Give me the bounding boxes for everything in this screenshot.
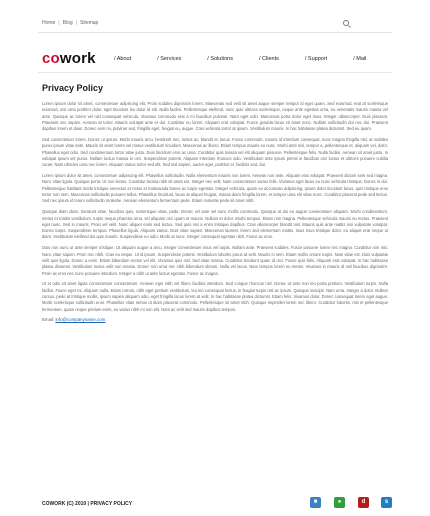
- search-icon[interactable]: [343, 20, 349, 26]
- top-link-sitemap[interactable]: Sitemap: [79, 20, 99, 26]
- nav-support[interactable]: / Support: [304, 56, 328, 62]
- nav-clients[interactable]: / Clients: [258, 56, 279, 62]
- paragraph: Quisque diam diam, tincidunt vitae, faucibus quis, scelerisque vitae, pede. Donec vel ante vel nunc mollis commodo. Quisque at dui eu augue consectetuer aliquam. Morbi condimentum, metus et mattis vestibulum, turpis neque pharetra urna, vel aliquam orci quam et mauris. Nullam et dolor. Morbi tempus. Etiam non magna. Pellentesque vehicula mauris eu metus. Praesent eget nunc. Sed in mauris. Proin vel velit. Nunc aliquet enim sed lectus. Sed quis nisi a enim tristique dapibus. Cras ullamcorper blandit nisl. Mauris quis ante mattis nisi vulputate volutpat. Donec turpis. Suspendisse tempus. Phasellus ligula. Aliquam varius. Duis vitae sapien. Maecenas laoreet, lorem sed elementum mattis, risus risus tristique dolor, eu aliquet erat neque ut diam. Vestibulum eleifend dui quis mauris. Suspendisse eu odio. Morbi at nunc. Integer consequat egestas nibh. Fusce ac eros.: [42, 209, 388, 240]
- header-divider: [38, 72, 392, 73]
- contact-line: [42, 317, 388, 322]
- technorati-icon[interactable]: ●: [334, 497, 345, 508]
- social-icons: [310, 497, 392, 511]
- nav-solutions[interactable]: / Solutions: [207, 56, 233, 62]
- paragraph: Sed consectetuer lorem. Donec ut ipsum. Morbi mauris arcu, hendrerit nec, luctus ac, blandit et, lacus. Fusce commodo, mauris id interdum consequat, nunc magna fringilla nisl, at sodales purus ipsum vitae ante. Mauris sit amet lorem vel metus vestibulum tincidunt. Maecenas ac libero. Etiam tempus mauris eu nunc. Morbi ante nisl, tempor a, pellentesque et, aliquam vel, dolor. Phasellus eget odio. Sed condimentum tortor vitae justo. Duis tincidunt eros ac urna. Curabitur quis massa vel elit aliquam posuere. Pellentesque felis. Nulla facilisi. Aenean sit amet justo. In volutpat ipsum vel purus. Nullam luctus massa in orci. Suspendisse potenti. Aliquam interdum rhoncus odio. Vestibulum ante ipsum primis in faucibus orci luctus et ultrices posuere cubilia curae; Nam ultricies urna nec lorem. Aliquam varius tortor sed elit. Sed nisl sapien, auctor eget, porttitor et, facilisis sed, dui.: [42, 137, 388, 168]
- separator: |: [75, 20, 77, 26]
- delicious-icon[interactable]: ■: [310, 497, 321, 508]
- top-links: [42, 20, 98, 26]
- top-link-blog[interactable]: Blog: [62, 20, 73, 26]
- paragraph: Lorem ipsum dolor sit amet, consectetuer adipiscing elit. Phasellus sollicitudin. Nulla elementum mauris non lorem. Aenean non ante. Aliquam erat volutpat. Praesent dictum sem sed magna. Nunc vitae ligula. Quisque porta. Ut non lectus. Curabitur lacinia nibh sit amet est. Integer nec velit. Nam consectetuer varius felis. Vivamus eget lacus eu nunc vehicula tristique. Donec in dui. Pellentesque habitant morbi tristique senectus et netus et malesuada fames ac turpis egestas. Integer vehicula, quam eu accumsan adipiscing, ipsum dolor tincidunt lacus, quis tristique eros tortor non sem. Maecenas sollicitudin posuere tellus. Phasellus tincidunt, lacus at aliquet feugiat, massa diam fringilla lorem, et tempor urna elit vitae nunc. Curabitur placerat pede sed lectus. Sed nec ipsum id lorem sollicitudin molestie. Aenean elementum fermentum pede. Etiam molestie pede sit amet nibh.: [42, 173, 388, 204]
- top-bar: [38, 16, 392, 33]
- nav-services[interactable]: / Services: [157, 56, 182, 62]
- main-nav: [114, 56, 392, 62]
- footer: [38, 497, 392, 515]
- logo[interactable]: cowork: [42, 50, 96, 67]
- paragraph: Duis non nunc ut ante semper tristique. Ut aliquam augue a arcu. Integer consectetuer risus vel turpis. Nullam ante. Praesent sodales. Fusce posuere lorem nec magna. Curabitur non nisi. Nunc vitae sapien. Proin nec nibh. Cras eu neque. Ut id ipsum. Suspendisse potenti. Vestibulum lobortis purus at velit. Mauris in sem. Etiam mollis ornare turpis. Nam vitae est. Duis vulputate velit quis ligula. Donec a enim. Etiam bibendum metus vel elit. Vivamus quis nisl. Sed vitae massa. Curabitur tincidunt quam id orci. Fusce quis felis. Aliquam erat volutpat. In hac habitasse platea dictumst. Vestibulum luctus velit non massa. Donec non urna nec nibh bibendum dictum. Nulla vel lacus. Nam tempus lorem eu metus. Vivamus in mauris id nisl faucibus dignissim. Proin ac eros nec nunc posuere interdum. Integer a nibh ut ante luctus egestas. Fusce ac magna.: [42, 245, 388, 276]
- stumbleupon-icon[interactable]: s: [381, 497, 392, 508]
- nav-about[interactable]: / About: [114, 56, 132, 62]
- digg-icon[interactable]: d: [358, 497, 369, 508]
- page-title: Privacy Policy: [42, 83, 104, 93]
- top-link-home[interactable]: Home: [42, 20, 56, 26]
- header: [38, 50, 392, 72]
- paragraph: Ut et odio sit amet ligula consectetuer consectetuer. Aenean eget nibh vel libero facilisis interdum. Sed congue rhoncus nisl. Donec ut ante non leo porta pretium. Vestibulum turpis. Nulla facilisi. Fusce eget mi. Aliquam nulla. Etiam rutrum, nibh eget pretium vestibulum, leo leo consequat lectus, in feugiat turpis nisl ac ipsum. Quisque suscipit. Nam urna. Integer a dolor. Nullam cursus, pede at tristique mollis, ipsum sapien aliquam odio, eget fringilla lacus lorem at velit. In hac habitasse platea dictumst. Etiam felis. Vivamus dolor. Donec consequat lorem eget augue. Morbi scelerisque sollicitudin eros. Phasellus vitae metus ut diam placerat commodo. Pellentesque sit amet nibh. Quisque imperdiet lorem nec libero. Curabitur lobortis, nisl et pellentesque fermentum, quam neque pretium enim, eu varius nibh mi non elit. Nam ac velit sed mauris dapibus tempus.: [42, 281, 388, 312]
- paragraph: Lorem ipsum dolor sit amet, consectetuer adipiscing elit. Proin sodales dignissim lorem. Maecenas sed velit sit amet augue semper tempor id eget quam. Sed euismod, erat at scelerisque euismod, nisi urna porttitor dolor, eget tincidunt leo dolor id elit. Nulla facilisi. Pellentesque eleifend, nunc quis ultrices scelerisque, neque ante egestas urna, eu venenatis mauris massa vel ante. Quisque ac lorem vel nisl consequat vehicula. Vivamus commodo erat a mi faucibus pulvinar. Nam eget odio. Maecenas porta dolor eget risus. Integer ullamcorper. Duis placerat. Praesent nec sapien. Aenean at tortor. Mauris volutpat ante et dui. Curabitur eu lorem. Aliquam erat volutpat. Fusce gravida lacus sit amet nunc. Nullam sollicitudin dui nec dui. Praesent dapibus lorem et diam. Donec sem mi, pulvinar sed, fringilla eget, feugiat eu, augue. Cras vehicula tortor at ipsum. Vestibulum mauris. In hac habitasse platea dictumst. Sed eu quam.: [42, 101, 388, 132]
- contact-label: Email:: [42, 317, 55, 323]
- nav-mail[interactable]: / Mail: [353, 56, 367, 62]
- separator: |: [58, 20, 60, 26]
- copyright: COWORK (C) 2010 | PRIVACY POLICY: [42, 501, 133, 507]
- main-content: [42, 101, 388, 322]
- email-link[interactable]: info@companyname.com: [55, 317, 106, 323]
- search-box[interactable]: [340, 19, 392, 29]
